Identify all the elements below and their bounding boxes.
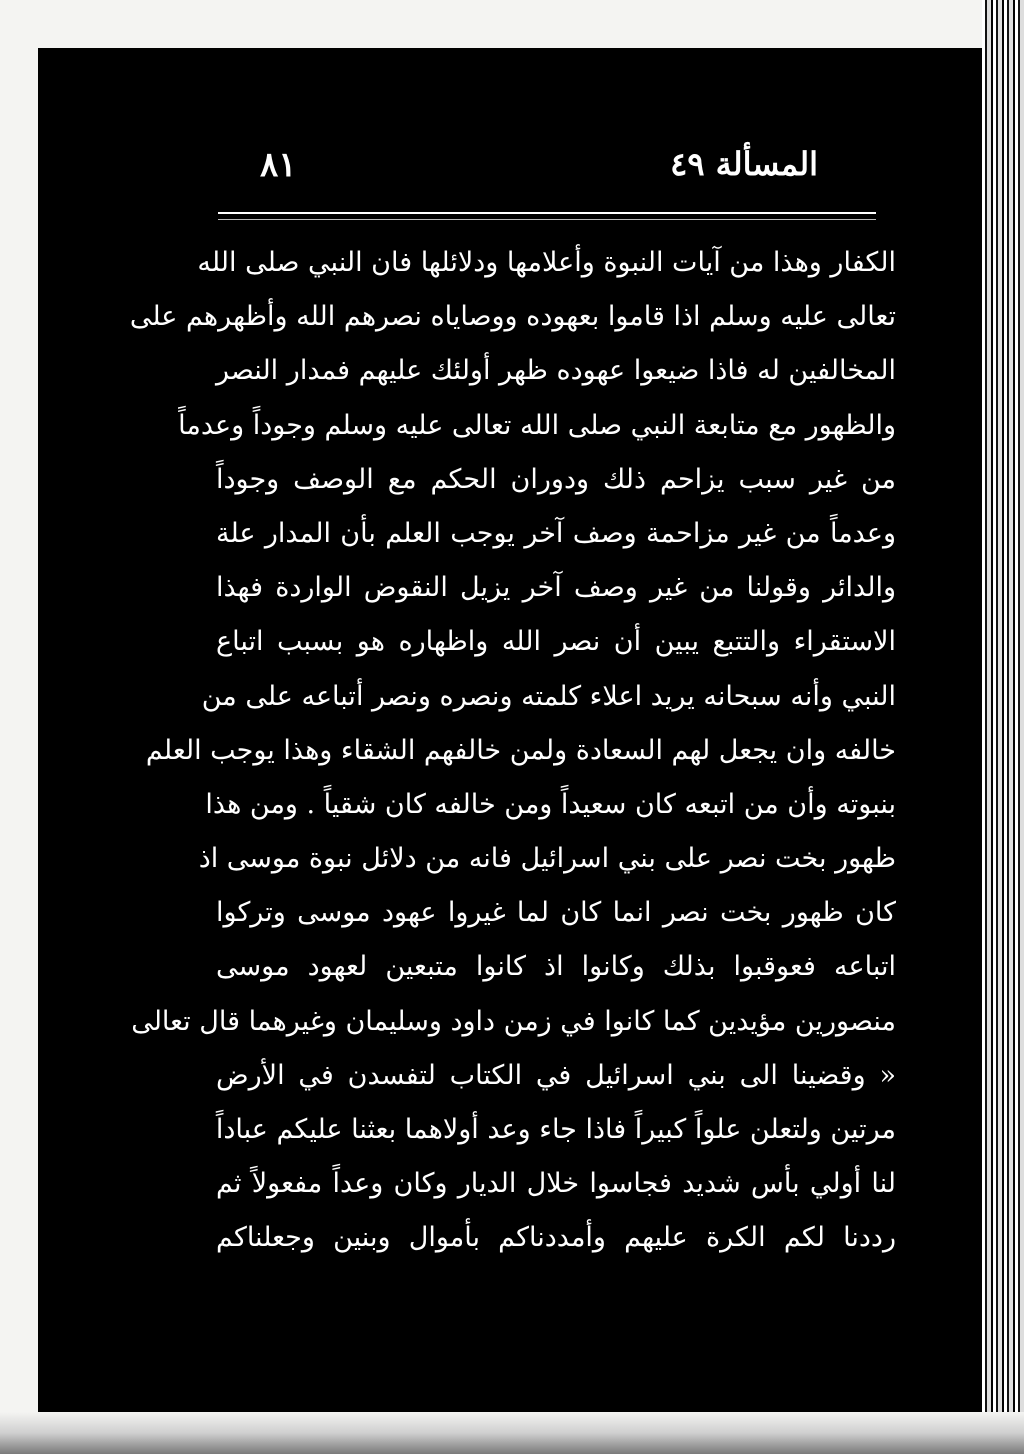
text-line: من غير سبب يزاحم ذلك ودوران الحكم مع الوصف وجوداً	[216, 463, 896, 495]
page-header	[220, 145, 876, 201]
header-rule-thin	[218, 219, 876, 220]
text-line: تعالى عليه وسلم اذا قاموا بعهوده ووصاياه نصرهم الله وأظهرهم على	[129, 301, 896, 333]
text-line: الكفار وهذا من آيات النبوة وأعلامها ودلائلها فان النبي صلى الله	[197, 247, 896, 278]
text-line: ظهور بخت نصر على بني اسرائيل فانه من دلائل نبوة موسى اذ	[198, 843, 896, 875]
text-line: كان ظهور بخت نصر انما كان لما غيروا عهود موسى وتركوا	[216, 897, 896, 929]
header-rule	[218, 212, 876, 214]
text-line: الاستقراء والتتبع يبين أن نصر الله واظهاره هو بسبب اتباع	[216, 626, 896, 658]
text-line: وعدماً من غير مزاحمة وصف آخر يوجب العلم بأن المدار علة	[216, 517, 896, 549]
text-line: والظهور مع متابعة النبي صلى الله تعالى عليه وسلم وجوداً وعدماً	[178, 409, 896, 441]
body-text	[129, 236, 896, 1266]
text-line: منصورين مؤيدين كما كانوا في زمن داود وسليمان وغيرهما قال تعالى	[131, 1005, 896, 1037]
page-number: ٨١	[260, 145, 297, 185]
text-line: خالفه وان يجعل لهم السعادة ولمن خالفهم الشقاء وهذا يوجب العلم	[145, 734, 896, 766]
chapter-title: المسألة ٤٩	[670, 145, 818, 183]
text-line: المخالفين له فاذا ضيعوا عهوده ظهر أولئك عليهم فمدار النصر	[216, 355, 896, 387]
text-line: اتباعه فعوقبوا بذلك وكانوا اذ كانوا متبعين لعهود موسى	[216, 951, 896, 983]
text-line: بنبوته وأن من اتبعه كان سعيداً ومن خالفه كان شقياً . ومن هذا	[205, 788, 896, 820]
text-line: « وقضينا الى بني اسرائيل في الكتاب لتفسدن في الأرض	[216, 1059, 896, 1091]
text-line: لنا أولي بأس شديد فجاسوا خلال الديار وكان وعداً مفعولاً ثم	[216, 1168, 896, 1200]
scan-edge-bottom	[0, 1412, 1024, 1454]
text-line: والدائر وقولنا من غير وصف آخر يزيل النقوض الواردة فهذا	[216, 572, 896, 604]
text-line: النبي وأنه سبحانه يريد اعلاء كلمته ونصره ونصر أتباعه على من	[201, 680, 896, 712]
text-line: مرتين ولتعلن علواً كبيراً فاذا جاء وعد أولاهما بعثنا عليكم عباداً	[215, 1114, 896, 1145]
text-line: رددنا لكم الكرة عليهم وأمددناكم بأموال وبنين وجعلناكم	[216, 1222, 896, 1254]
scan-edge-right	[982, 0, 1024, 1454]
